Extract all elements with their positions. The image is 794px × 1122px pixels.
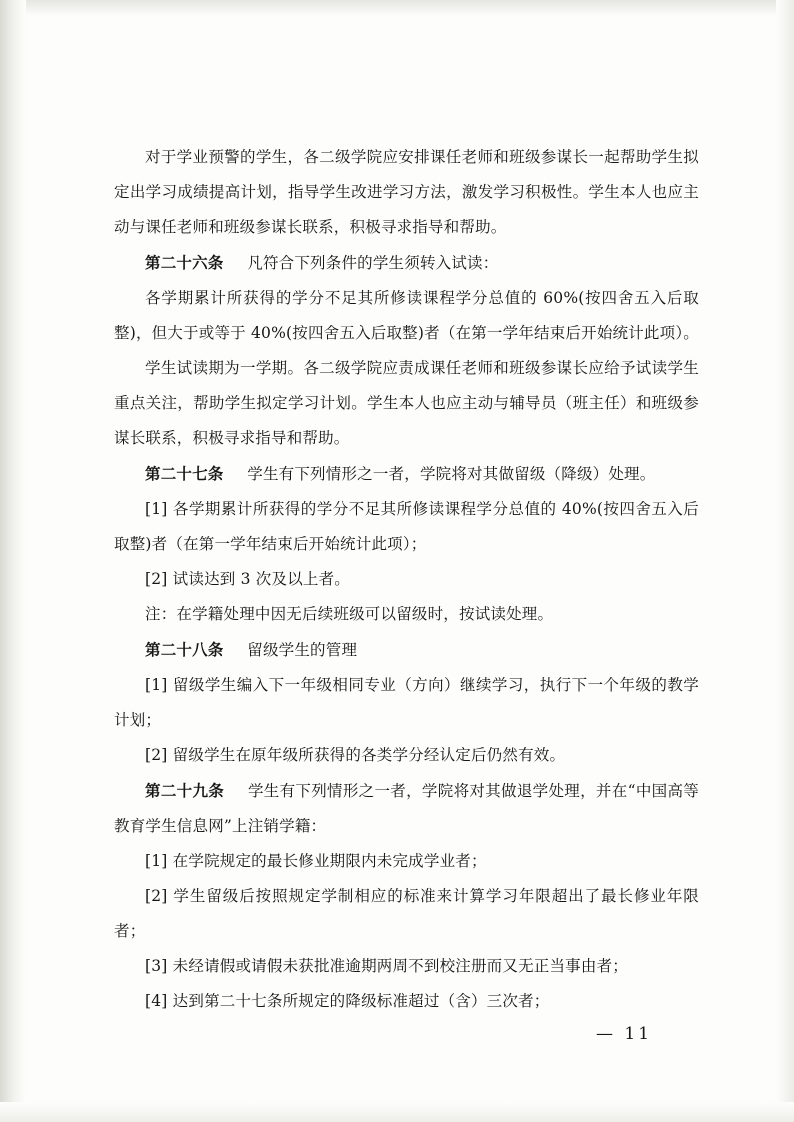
article-27-item-2: [2] 试读达到 3 次及以上者。 (145, 570, 350, 588)
article-26-term-rule: 学生试读期为一学期。各二级学院应责成课任老师和班级参谋长应给予试读学生重点关注，帮助学生拟定学习计划。学生本人也应主动与辅导员（班主任）和班级参谋长联系，积极寻求指导和帮助。 (114, 359, 699, 447)
article-26-heading: 第二十六条 (145, 253, 224, 272)
article-29-item-1: [1] 在学院规定的最长修业期限内未完成学业者； (145, 852, 487, 870)
article-29-item-2: [2] 学生留级后按照规定学制相应的标准来计算学习年限超出了最长修业年限者； (114, 887, 699, 940)
document-body (114, 140, 699, 1019)
article-26-text: 凡符合下列条件的学生须转入试读： (247, 254, 499, 272)
article-28-item-2: [2] 留级学生在原年级所获得的各类学分经认定后仍然有效。 (145, 746, 566, 764)
article-27-note: 注：在学籍处理中因无后续班级可以留级时，按试读处理。 (145, 605, 554, 623)
scan-edge-left (0, 0, 26, 1122)
article-28-block (114, 632, 699, 668)
page-number: — 11 (596, 1024, 653, 1044)
article-29-block (114, 773, 699, 844)
paragraph-academic-warning: 对于学业预警的学生，各二级学院应安排课任老师和班级参谋长一起帮助学生拟定出学习成绩提高计划，指导学生改进学习方法，激发学习积极性。学生本人也应主动与课任老师和班级参谋长联系，积极寻求指导和帮助。 (114, 148, 699, 236)
article-26-credits-rule: 各学期累计所获得的学分不足其所修读课程学分总值的 60%(按四舍五入后取整)，但大于或等于 40%(按四舍五入后取整)者（在第一学年结束后开始统计此项）。 (114, 289, 699, 342)
article-29-item-4: [4] 达到第二十七条所规定的降级标准超过（含）三次者； (145, 992, 550, 1010)
article-27-block (114, 456, 699, 492)
article-27-item-1: [1] 各学期累计所获得的学分不足其所修读课程学分总值的 40%(按四舍五入后取整)者（在第一学年结束后开始统计此项）； (114, 500, 699, 553)
article-28-item-1: [1] 留级学生编入下一年级相同专业（方向）继续学习，执行下一个年级的教学计划； (114, 676, 699, 729)
article-29-text: 学生有下列情形之一者，学院将对其做退学处理，并在“中国高等教育学生信息网”上注销学籍： (114, 782, 699, 835)
article-27-text: 学生有下列情形之一者，学院将对其做留级（降级）处理。 (247, 465, 656, 483)
scan-edge-bottom (0, 1102, 794, 1122)
article-28-heading: 第二十八条 (145, 640, 224, 659)
scan-edge-right (776, 0, 794, 1122)
article-28-text: 留级学生的管理 (247, 641, 358, 659)
article-29-heading: 第二十九条 (145, 781, 225, 800)
article-26-block (114, 245, 699, 281)
scan-edge-top (0, 0, 794, 16)
article-27-heading: 第二十七条 (145, 464, 224, 483)
article-29-item-3: [3] 未经请假或请假未获批准逾期两周不到校注册而又无正当事由者； (145, 957, 628, 975)
